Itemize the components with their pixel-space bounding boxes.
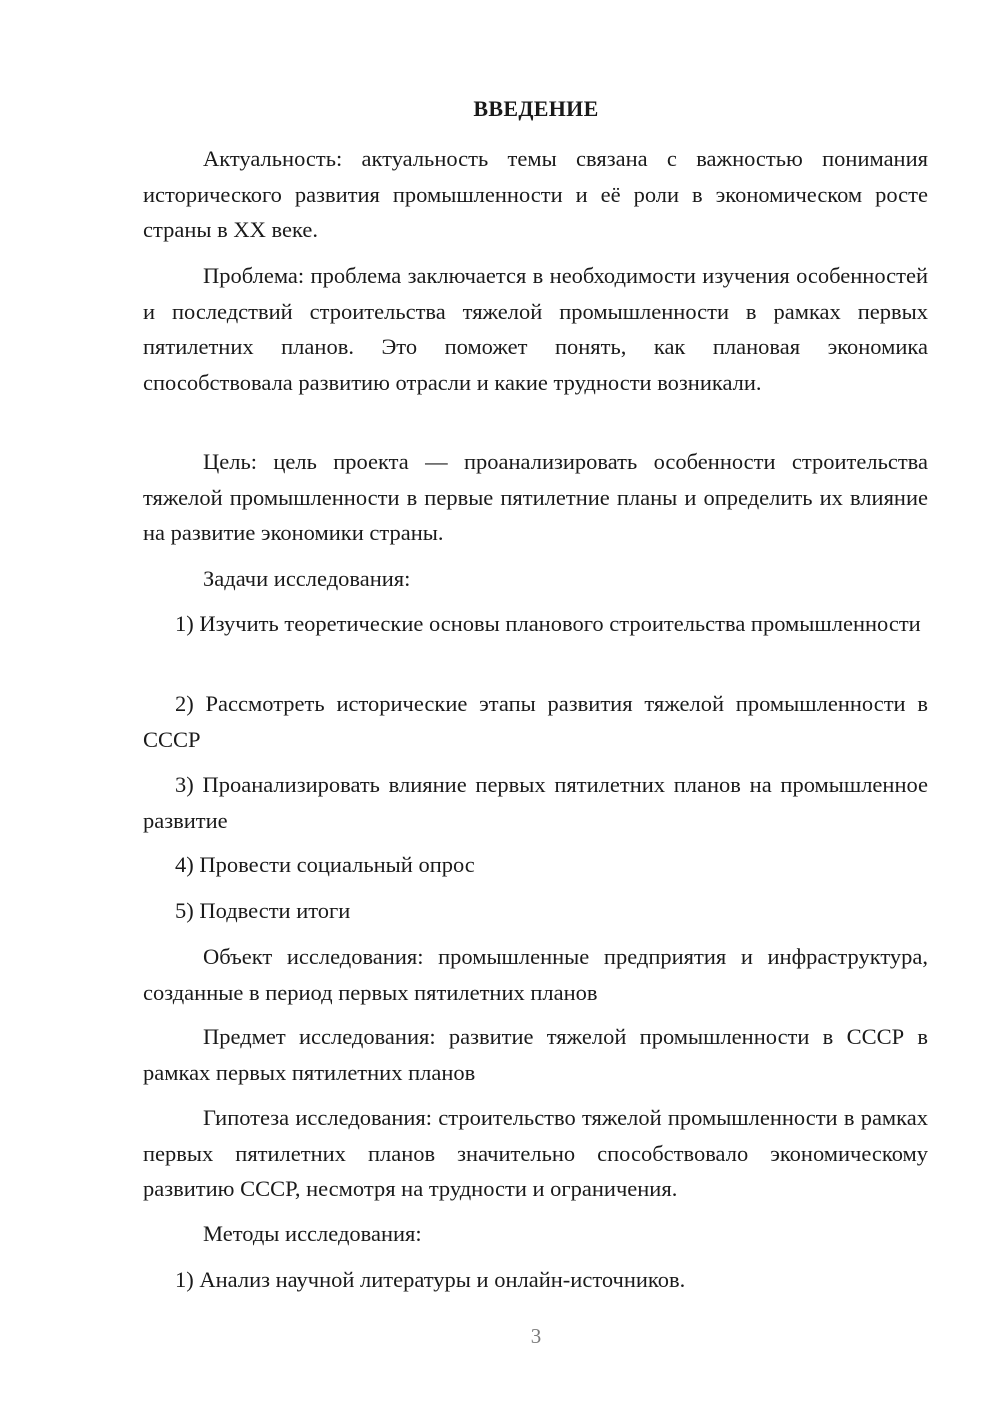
paragraph-goal: Цель: цель проекта — проанализировать особенности строительства тяжелой промышленности в первые пятилетние планы и определить их влияние на развитие экономики страны.	[143, 449, 928, 545]
task-item-2: 2) Рассмотреть исторические этапы развития тяжелой промышленности в СССР	[143, 691, 928, 752]
paragraph-problem: Проблема: проблема заключается в необходимости изучения особенностей и последствий строительства тяжелой промышленности в рамках первых пятилетних планов. Это поможет понять, как плановая экономика способствовала развитию отрасли и какие трудности возникали.	[143, 263, 928, 395]
paragraph-hypothesis: Гипотеза исследования: строительство тяжелой промышленности в рамках первых пятилетних планов значительно способствовало экономическому развитию СССР, несмотря на трудности и ограничения.	[143, 1105, 928, 1201]
task-item-1: 1) Изучить теоретические основы планового строительства промышленности	[175, 611, 921, 636]
tasks-heading: Задачи исследования:	[203, 566, 411, 591]
methods-heading: Методы исследования:	[203, 1221, 422, 1246]
paragraph-object: Объект исследования: промышленные предприятия и инфраструктура, созданные в период первых пятилетних планов	[143, 944, 928, 1005]
method-item-1: 1) Анализ научной литературы и онлайн-источников.	[175, 1267, 686, 1292]
paragraph-subject: Предмет исследования: развитие тяжелой промышленности в СССР в рамках первых пятилетних планов	[143, 1024, 928, 1085]
task-item-4: 4) Провести социальный опрос	[175, 852, 475, 877]
section-heading: ВВЕДЕНИЕ	[473, 96, 599, 121]
task-item-5: 5) Подвести итоги	[175, 898, 351, 923]
paragraph-relevance: Актуальность: актуальность темы связана с важностью понимания исторического развития промышленности и её роли в экономическом росте страны в XX веке.	[143, 146, 928, 242]
page-number: 3	[530, 1324, 542, 1348]
task-item-3: 3) Проанализировать влияние первых пятилетних планов на промышленное развитие	[143, 772, 928, 833]
